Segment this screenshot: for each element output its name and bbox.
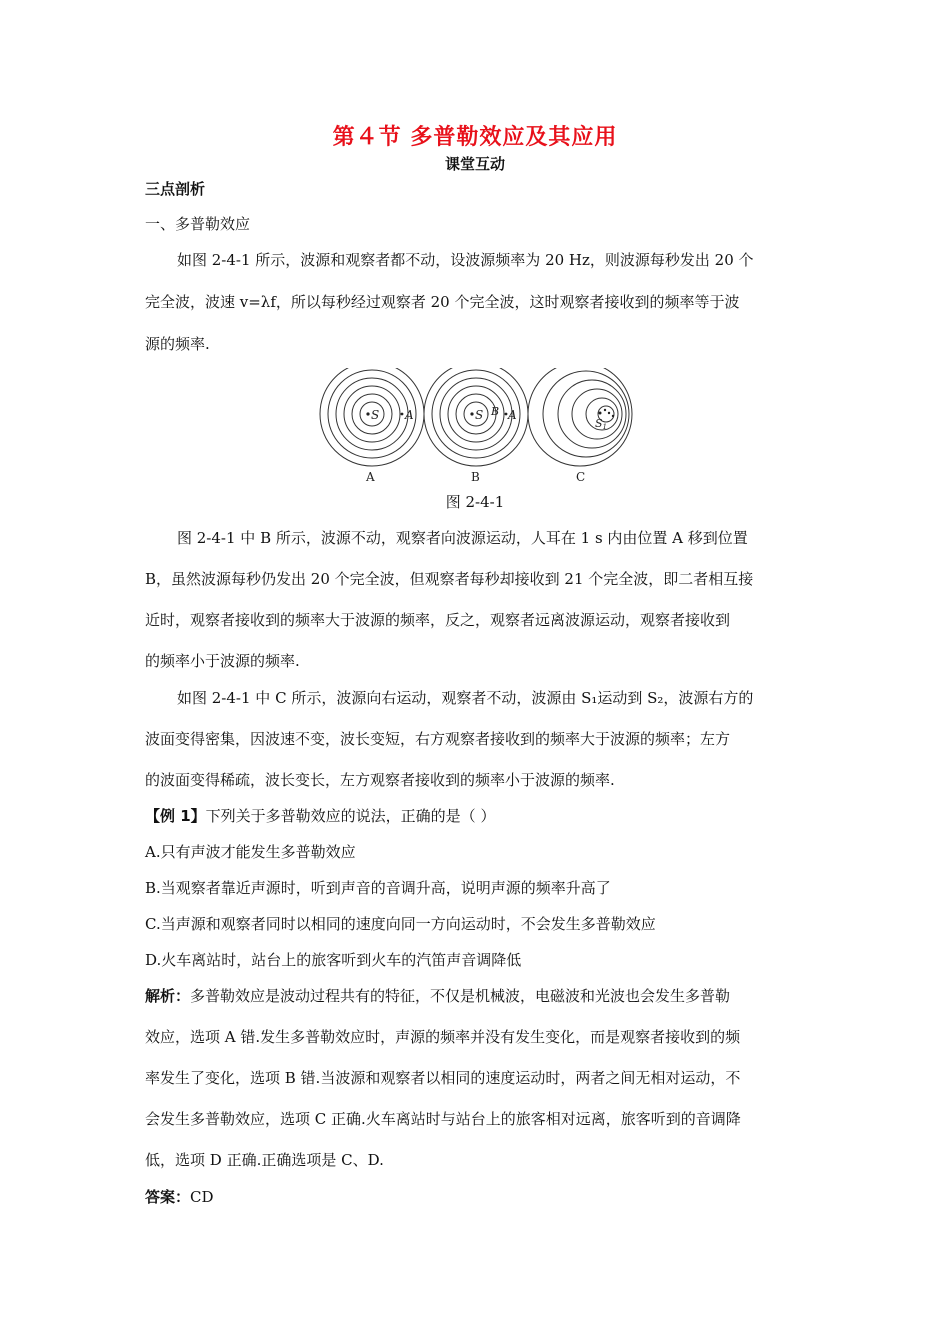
paragraph-line: 波面变得密集，因波速不变，波长变短，右方观察者接收到的频率大于波源的频率；左方 (145, 730, 731, 748)
paragraph-line: 的频率小于波源的频率. (145, 652, 300, 670)
answer-label: 答案： (145, 1188, 191, 1206)
option-d: D.火车离站时，站台上的旅客听到火车的汽笛声音调降低 (145, 951, 522, 969)
answer-value: CD (190, 1188, 214, 1206)
example-tag: 【例 1】 (145, 807, 206, 825)
subsection-heading: 一、多普勒效应 (145, 215, 251, 233)
option-b: B.当观察者靠近声源时，听到声音的音调升高，说明声源的频率升高了 (145, 879, 611, 897)
analysis-line (145, 986, 810, 1006)
paragraph-line: 近时，观察者接收到的频率大于波源的频率，反之，观察者远离波源运动，观察者接收到 (145, 611, 731, 629)
section-heading: 三点剖析 (145, 180, 206, 198)
analysis-label: 解析： (145, 987, 191, 1005)
example-question (145, 806, 810, 826)
source-dot (608, 412, 610, 414)
page-title: 第４节 多普勒效应及其应用 (332, 125, 618, 150)
example-question-text: 下列关于多普勒效应的说法，正确的是（ ） (205, 807, 496, 825)
figure-panel-label: C (576, 470, 586, 484)
paragraph-line: 如图 2-4-1 所示，波源和观察者都不动，设波源频率为 20 Hz，则波源每秒发出 20 个 (177, 251, 754, 269)
observer-dot (505, 413, 508, 416)
figure-panel-label: A (366, 470, 375, 484)
figure-observer-label: A (508, 408, 517, 422)
figure-source-label: S1 (595, 417, 608, 431)
source-dot (604, 409, 606, 411)
page-subtitle: 课堂互动 (444, 155, 505, 173)
analysis-text: 多普勒效应是波动过程共有的特征，不仅是机械波，电磁波和光波也会发生多普勒 (190, 987, 731, 1005)
figure-caption: 图 2-4-1 (445, 493, 505, 511)
paragraph-line: 完全波，波速 v=λf，所以每秒经过观察者 20 个完全波，这时观察者接收到的频率等于波 (145, 293, 740, 311)
source-dot (366, 412, 369, 415)
paragraph-line: 如图 2-4-1 中 C 所示，波源向右运动，观察者不动，波源由 S₁运动到 S₂，波源右方的 (177, 689, 754, 707)
analysis-line: 低，选项 D 正确.正确选项是 C、D. (145, 1151, 384, 1169)
observer-dot (401, 413, 404, 416)
source-dot (612, 415, 614, 417)
source-dot (470, 412, 473, 415)
doppler-figure (310, 368, 640, 488)
option-a: A.只有声波才能发生多普勒效应 (145, 843, 356, 861)
paragraph-line: 源的频率. (145, 335, 210, 353)
option-c: C.当声源和观察者同时以相同的速度向同一方向运动时，不会发生多普勒效应 (145, 915, 656, 933)
paragraph-line: 的波面变得稀疏，波长变长，左方观察者接收到的频率小于波源的频率. (145, 771, 615, 789)
figure-panel-label: B (471, 470, 480, 484)
paragraph-line: B，虽然波源每秒仍发出 20 个完全波，但观察者每秒却接收到 21 个完全波，即二者相互接 (145, 570, 754, 588)
analysis-line: 率发生了变化，选项 B 错.当波源和观察者以相同的速度运动时，两者之间无相对运动，不 (145, 1069, 741, 1087)
figure-source-label: S (371, 408, 380, 422)
analysis-line: 会发生多普勒效应，选项 C 正确.火车离站时与站台上的旅客相对远离，旅客听到的音调降 (145, 1110, 741, 1128)
figure-panel-c (528, 368, 632, 466)
source-dot (599, 412, 602, 415)
figure-observer-b-label: B (491, 405, 500, 418)
figure-source-label: S (475, 408, 484, 422)
analysis-line: 效应，选项 A 错.发生多普勒效应时，声源的频率并没有发生变化，而是观察者接收到的频 (145, 1028, 741, 1046)
paragraph-line: 图 2-4-1 中 B 所示，波源不动，观察者向波源运动，人耳在 1 s 内由位置 A 移到位置 (177, 529, 748, 547)
figure-observer-label: A (405, 408, 414, 422)
answer-line (145, 1187, 810, 1207)
